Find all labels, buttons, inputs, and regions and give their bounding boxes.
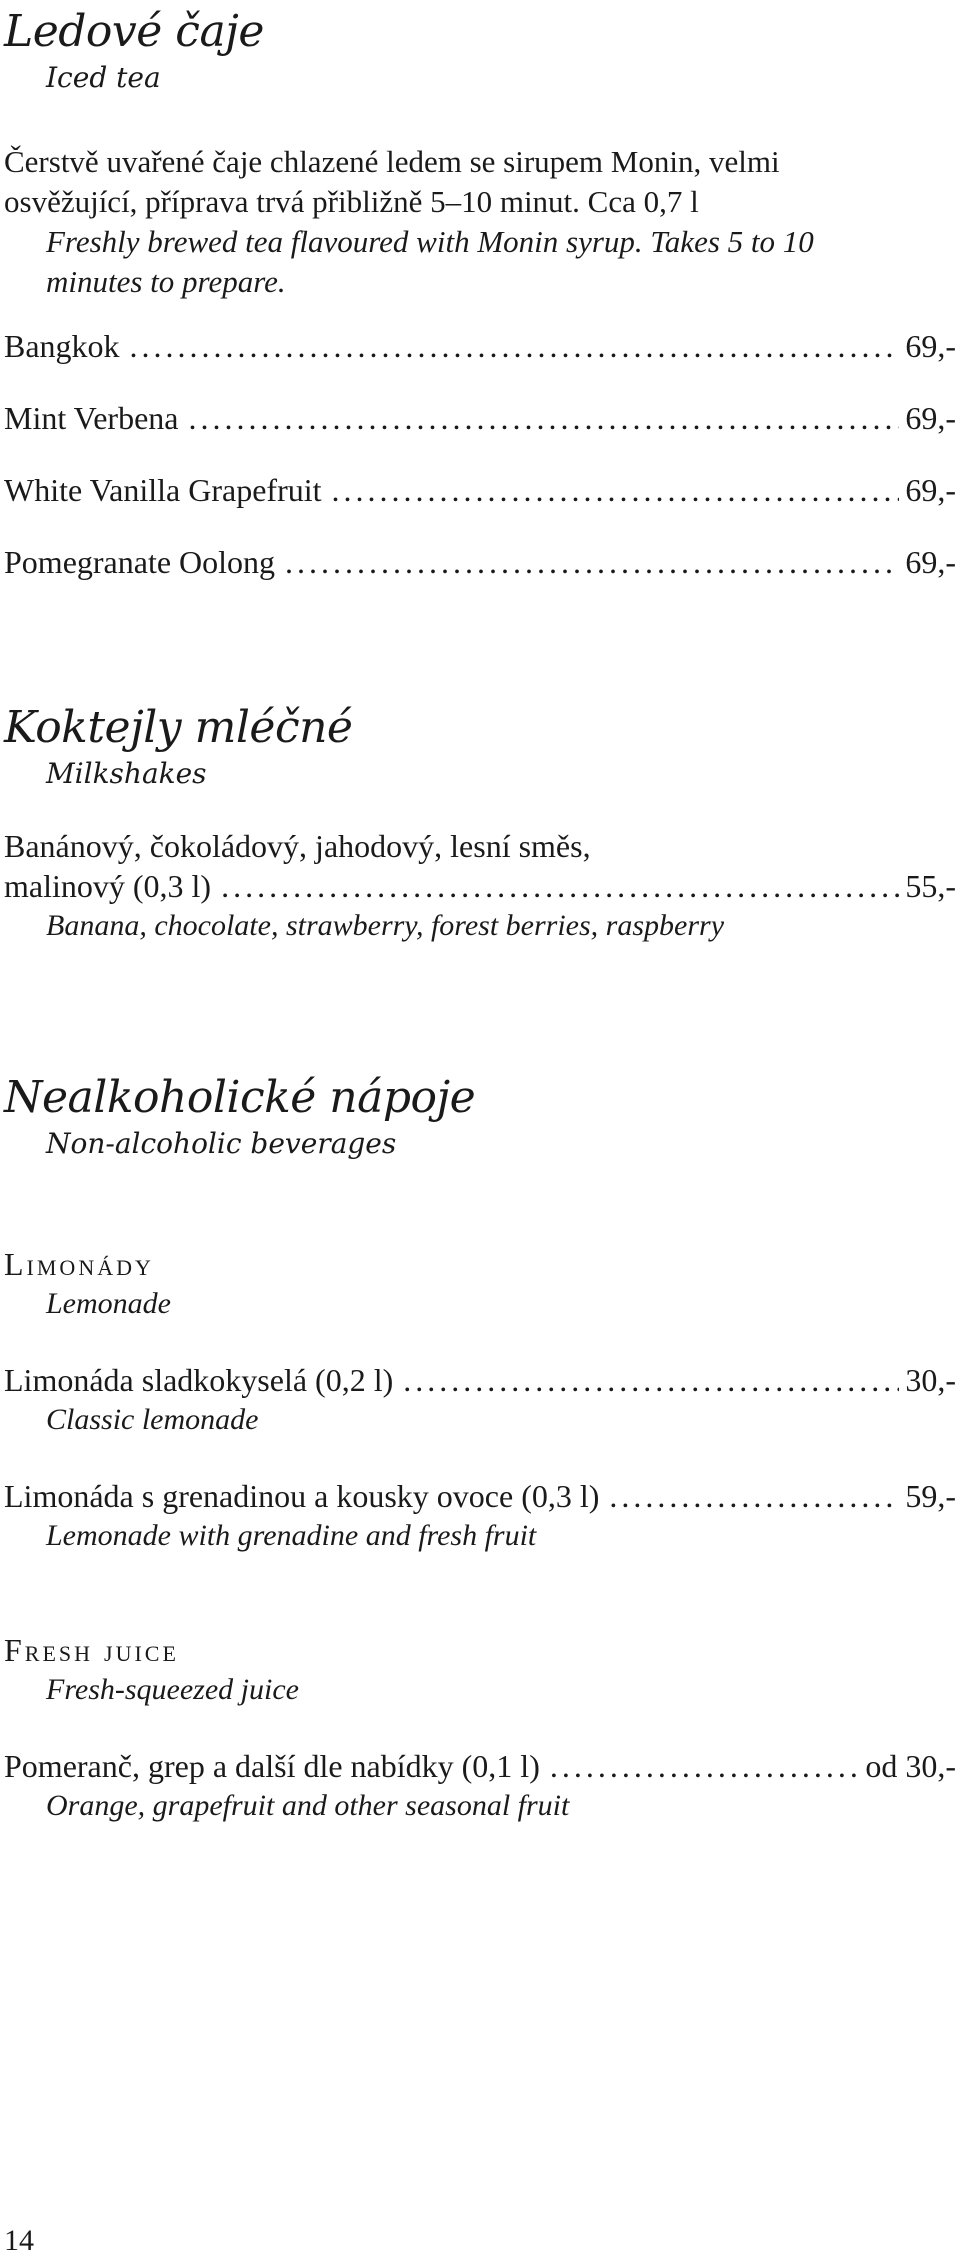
- menu-item-row: [4, 1476, 956, 1516]
- item-name: Limonáda s grenadinou a kousky ovoce (0,3 l): [4, 1478, 600, 1514]
- item-price: 69,-: [905, 400, 956, 436]
- menu-item-row: [4, 326, 956, 366]
- menu-item-row: [4, 542, 956, 582]
- section-title-soft-drinks: Nealkoholické nápoje: [4, 1072, 476, 1123]
- dot-leader: [130, 326, 900, 366]
- iced-tea-section: [4, 4, 956, 302]
- section-subtitle-iced-tea: Iced tea: [46, 61, 161, 94]
- subsection-subheading-juice: Fresh-squeezed juice: [46, 1673, 299, 1706]
- menu-item-row: [4, 1746, 956, 1786]
- dot-leader: [285, 542, 899, 582]
- item-description: Lemonade with grenadine and fresh fruit: [46, 1519, 537, 1552]
- item-name: White Vanilla Grapefruit: [4, 472, 322, 508]
- iced-tea-item-pomegranate-oolong: [4, 542, 956, 582]
- item-price: 69,-: [905, 472, 956, 508]
- item-price: 59,-: [905, 1478, 956, 1514]
- dot-leader: [221, 866, 899, 906]
- page-number: 14: [4, 2224, 34, 2257]
- item-description: Banana, chocolate, strawberry, forest berries, raspberry: [46, 909, 725, 942]
- intro-cz-line-2: osvěžující, příprava trvá přibližně 5–10 minut. Cca 0,7 l: [4, 184, 699, 219]
- subsection-heading-juice: Fresh juice: [4, 1632, 179, 1668]
- item-price: 30,-: [905, 1362, 956, 1398]
- lemonade-item-grenadine: [4, 1476, 956, 1556]
- intro-en-line-2: minutes to prepare.: [46, 264, 286, 299]
- milkshakes-section: [4, 700, 956, 792]
- menu-item-row: [4, 1360, 956, 1400]
- item-name: Mint Verbena: [4, 400, 179, 436]
- iced-tea-item-white-vanilla-grapefruit: [4, 470, 956, 510]
- juice-item-orange-grapefruit: [4, 1746, 956, 1826]
- menu-item-row: [4, 398, 956, 438]
- dot-leader: [609, 1476, 899, 1516]
- dot-leader: [550, 1746, 860, 1786]
- item-description: Classic lemonade: [46, 1403, 259, 1436]
- item-price: 69,-: [905, 328, 956, 364]
- item-name: malinový (0,3 l): [4, 868, 212, 904]
- item-description: Orange, grapefruit and other seasonal fruit: [46, 1789, 570, 1822]
- dot-leader: [403, 1360, 899, 1400]
- intro-cz-line-1: Čerstvě uvařené čaje chlazené ledem se sirupem Monin, velmi: [4, 144, 780, 179]
- iced-tea-item-mint-verbena: [4, 398, 956, 438]
- milkshakes-item: [4, 826, 956, 946]
- menu-item-row: [4, 866, 956, 906]
- intro-en-line-1: Freshly brewed tea flavoured with Monin syrup. Takes 5 to 10: [46, 224, 814, 259]
- section-title-iced-tea: Ledové čaje: [4, 6, 264, 57]
- section-subtitle-soft-drinks: Non-alcoholic beverages: [46, 1127, 397, 1160]
- item-price: 55,-: [905, 868, 956, 904]
- iced-tea-intro-cz: [4, 142, 956, 222]
- lemonade-subsection: [4, 1244, 956, 1324]
- milkshake-flavours-line: Banánový, čokoládový, jahodový, lesní směs,: [4, 828, 591, 864]
- section-title-milkshakes: Koktejly mléčné: [4, 702, 353, 753]
- subsection-heading-lemonade: Limonády: [4, 1246, 154, 1282]
- dot-leader: [332, 470, 900, 510]
- item-name: Pomegranate Oolong: [4, 544, 276, 580]
- menu-item-row: [4, 470, 956, 510]
- lemonade-item-classic: [4, 1360, 956, 1440]
- item-name: Limonáda sladkokyselá (0,2 l): [4, 1362, 394, 1398]
- section-subtitle-milkshakes: Milkshakes: [46, 757, 207, 790]
- iced-tea-item-bangkok: [4, 326, 956, 366]
- soft-drinks-section: [4, 1070, 956, 1162]
- item-price: 69,-: [905, 544, 956, 580]
- subsection-subheading-lemonade: Lemonade: [46, 1287, 171, 1320]
- iced-tea-intro-en: [46, 222, 956, 302]
- item-name: Pomeranč, grep a další dle nabídky (0,1 l): [4, 1748, 540, 1784]
- juice-subsection: [4, 1630, 956, 1710]
- dot-leader: [188, 398, 899, 438]
- item-name: Bangkok: [4, 328, 120, 364]
- item-price: od 30,-: [865, 1748, 956, 1784]
